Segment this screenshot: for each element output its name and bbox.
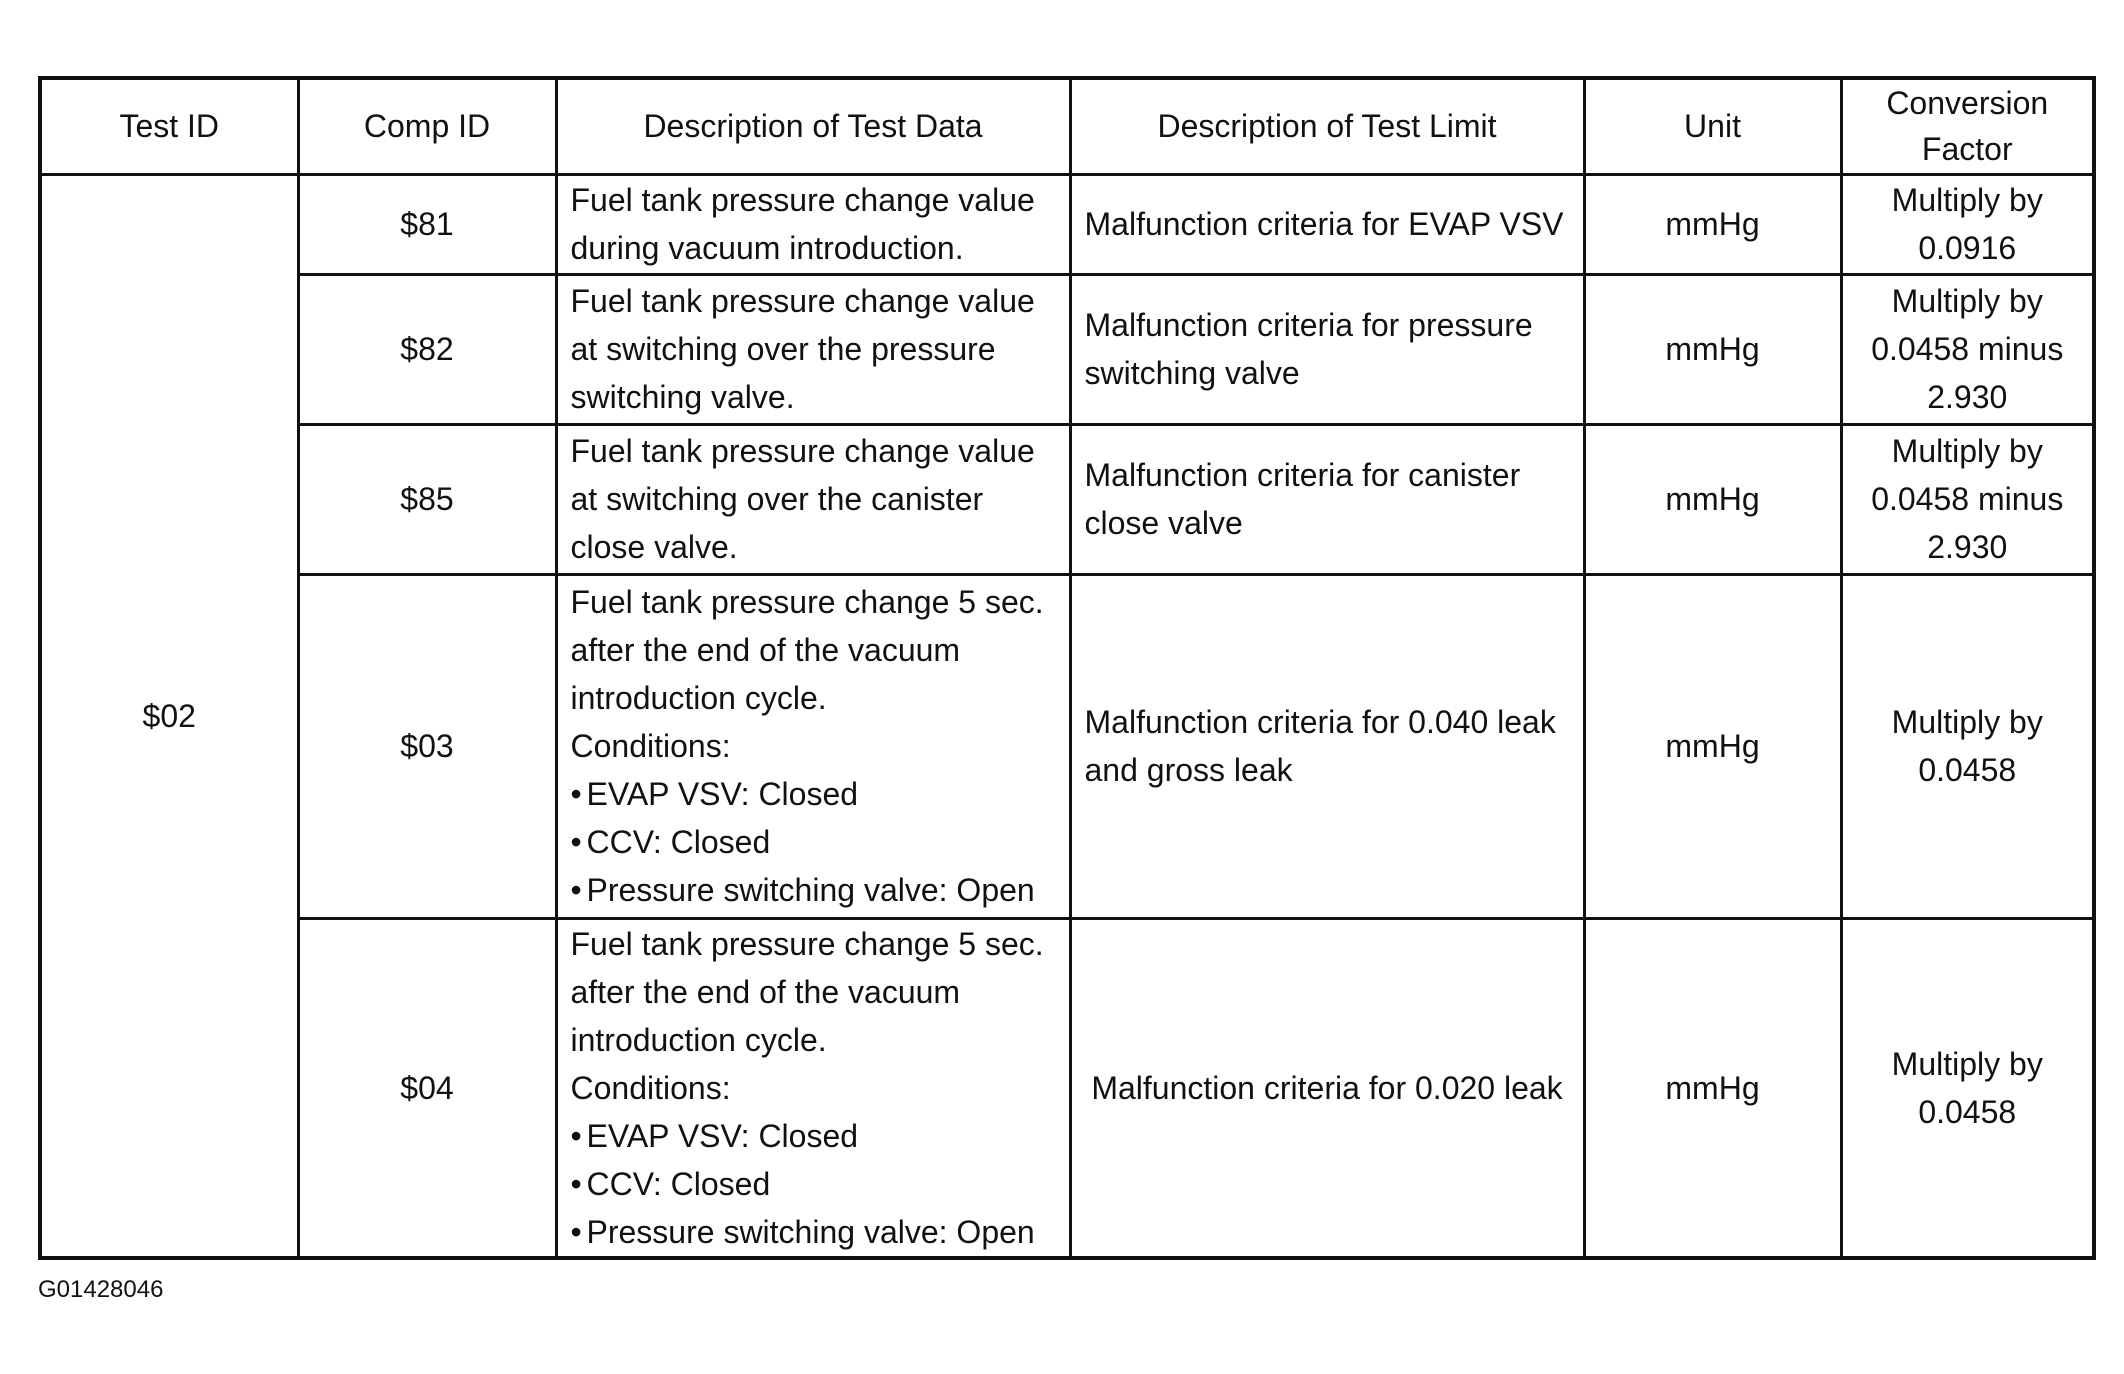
test-data-line: during vacuum introduction. xyxy=(570,230,964,266)
header-test-data: Description of Test Data xyxy=(556,78,1070,174)
conversion-factor-cell xyxy=(1841,918,2094,1258)
bullet-icon: • xyxy=(570,1117,582,1154)
conditions-label: Conditions: xyxy=(570,1069,731,1106)
bullet-icon: • xyxy=(570,872,582,908)
test-id-cell: $02 xyxy=(40,174,298,1258)
table-row xyxy=(40,174,2094,274)
test-data-line: Fuel tank pressure change 5 sec. xyxy=(570,925,1044,962)
test-limit-cell xyxy=(1070,274,1584,424)
conversion-line: Multiply by xyxy=(1891,433,2043,469)
header-unit: Unit xyxy=(1584,78,1841,174)
unit-cell: mmHg xyxy=(1584,424,1841,574)
test-data-cell xyxy=(556,174,1070,274)
table-row xyxy=(40,424,2094,574)
conversion-line: 0.0458 minus xyxy=(1871,481,2064,517)
conversion-factor-cell xyxy=(1841,274,2094,424)
test-limit-cell xyxy=(1070,174,1584,274)
table-body xyxy=(40,174,2094,1258)
header-row xyxy=(40,78,2094,174)
test-data-line: introduction cycle. xyxy=(570,680,827,716)
test-data-line: at switching over the pressure xyxy=(570,331,996,367)
bullet-icon: • xyxy=(570,1213,582,1250)
test-limit-line: Malfunction criteria for canister xyxy=(1084,457,1521,493)
condition-text: CCV: Closed xyxy=(586,1165,771,1202)
condition-item xyxy=(571,1208,1059,1256)
figure-id-label: G01428046 xyxy=(38,1276,164,1303)
test-data-line: Fuel tank pressure change value xyxy=(570,182,1035,218)
test-data-cell xyxy=(556,424,1070,574)
test-limit-cell xyxy=(1070,424,1584,574)
header-conversion-line2: Factor xyxy=(1921,131,2013,168)
condition-text: CCV: Closed xyxy=(586,824,771,860)
header-test-id: Test ID xyxy=(40,78,298,174)
conditions-label: Conditions: xyxy=(570,728,731,764)
test-limit-line: close valve xyxy=(1084,505,1243,541)
condition-text: EVAP VSV: Closed xyxy=(586,776,859,812)
condition-item xyxy=(571,1160,1059,1208)
test-limit-cell xyxy=(1070,918,1584,1258)
unit-cell: mmHg xyxy=(1584,174,1841,274)
condition-text: Pressure switching valve: Open xyxy=(586,872,1035,908)
test-data-line: introduction cycle. xyxy=(570,1021,827,1058)
conversion-line: Multiply by xyxy=(1891,1045,2043,1082)
unit-cell: mmHg xyxy=(1584,574,1841,918)
test-data-line: after the end of the vacuum xyxy=(570,632,961,668)
conversion-line: Multiply by xyxy=(1891,182,2043,218)
comp-id-cell: $04 xyxy=(298,918,556,1258)
test-data-cell xyxy=(556,918,1070,1258)
conversion-line: 2.930 xyxy=(1927,379,2008,415)
test-limit-line: switching valve xyxy=(1084,355,1300,391)
test-data-line: Fuel tank pressure change value xyxy=(570,283,1035,319)
unit-cell: mmHg xyxy=(1584,274,1841,424)
table-row xyxy=(40,574,2094,918)
test-data-line: after the end of the vacuum xyxy=(570,973,961,1010)
condition-item xyxy=(571,1112,1059,1160)
test-limit-line: Malfunction criteria for 0.020 leak xyxy=(1091,1069,1563,1106)
unit-cell: mmHg xyxy=(1584,918,1841,1258)
test-limit-line: Malfunction criteria for EVAP VSV xyxy=(1084,206,1564,242)
conversion-factor-cell xyxy=(1841,174,2094,274)
condition-item xyxy=(571,818,1059,866)
test-data-cell xyxy=(556,274,1070,424)
comp-id-cell: $03 xyxy=(298,574,556,918)
conversion-line: 2.930 xyxy=(1927,529,2008,565)
conversion-line: 0.0916 xyxy=(1918,230,2017,266)
test-data-line: at switching over the canister xyxy=(570,481,984,517)
condition-item xyxy=(571,866,1059,914)
condition-text: EVAP VSV: Closed xyxy=(586,1117,859,1154)
comp-id-cell: $81 xyxy=(298,174,556,274)
test-data-line: close valve. xyxy=(570,529,738,565)
conversion-factor-cell xyxy=(1841,424,2094,574)
test-limit-cell xyxy=(1070,574,1584,918)
test-data-line: Fuel tank pressure change value xyxy=(570,433,1035,469)
table-row xyxy=(40,918,2094,1258)
test-data-line: switching valve. xyxy=(570,379,795,415)
condition-text: Pressure switching valve: Open xyxy=(586,1213,1035,1250)
test-limit-line: Malfunction criteria for pressure xyxy=(1084,307,1533,343)
conversion-line: 0.0458 minus xyxy=(1871,331,2064,367)
bullet-icon: • xyxy=(570,824,582,860)
condition-item xyxy=(571,770,1059,818)
header-conversion-line1: Conversion xyxy=(1886,85,2049,122)
bullet-icon: • xyxy=(570,1165,582,1202)
bullet-icon: • xyxy=(570,776,582,812)
comp-id-cell: $82 xyxy=(298,274,556,424)
test-limit-line: and gross leak xyxy=(1084,752,1293,788)
header-comp-id: Comp ID xyxy=(298,78,556,174)
conversion-line: 0.0458 xyxy=(1918,752,2017,788)
conversion-factor-cell xyxy=(1841,574,2094,918)
test-data-cell xyxy=(556,574,1070,918)
conversion-line: 0.0458 xyxy=(1918,1093,2017,1130)
conversion-line: Multiply by xyxy=(1891,704,2043,740)
header-test-limit: Description of Test Limit xyxy=(1070,78,1584,174)
header-conversion-factor xyxy=(1841,78,2094,174)
table-row xyxy=(40,274,2094,424)
test-limit-line: Malfunction criteria for 0.040 leak xyxy=(1084,704,1556,740)
conversion-line: Multiply by xyxy=(1891,283,2043,319)
test-data-table xyxy=(38,76,2096,1260)
test-data-line: Fuel tank pressure change 5 sec. xyxy=(570,584,1044,620)
comp-id-cell: $85 xyxy=(298,424,556,574)
